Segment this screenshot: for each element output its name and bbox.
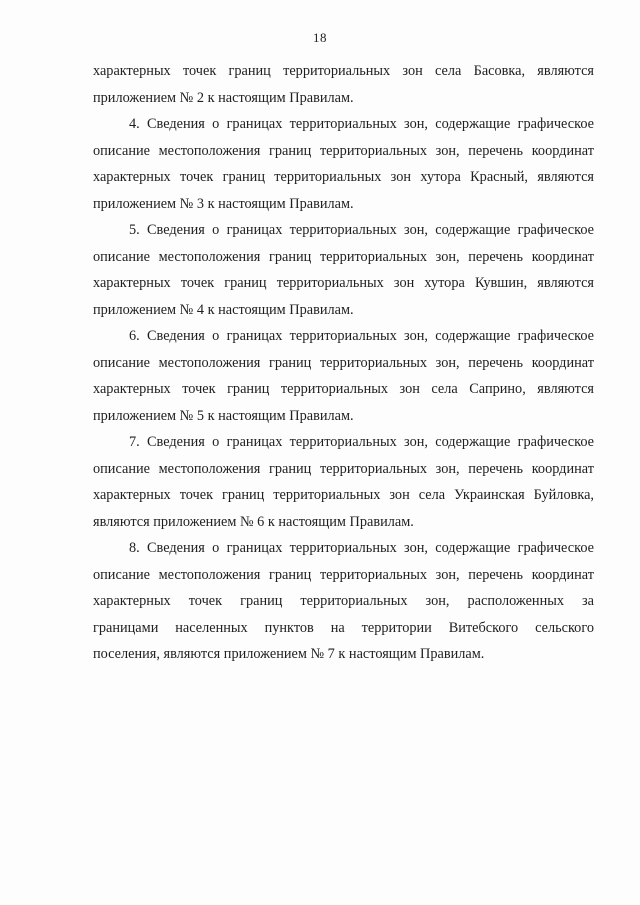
text-line: описание местоположения границ территориальных зон, перечень координат xyxy=(93,354,594,371)
text-line: приложением № 2 к настоящим Правилам. xyxy=(93,89,354,106)
text-line: характерных точек границ территориальных зон села Украинская Буйловка, xyxy=(93,487,594,503)
text-line: 7. Сведения о границах территориальных зон, содержащие графическое xyxy=(129,434,594,450)
text-line: характерных точек границ территориальных зон села Басовка, являются xyxy=(93,63,594,79)
text-line: характерных точек границ территориальных зон, расположенных за xyxy=(93,593,594,609)
text-line: приложением № 4 к настоящим Правилам. xyxy=(93,301,354,318)
text-line: описание местоположения границ территориальных зон, перечень координат xyxy=(93,142,594,159)
text-line: описание местоположения границ территориальных зон, перечень координат xyxy=(93,566,594,583)
text-line: 8. Сведения о границах территориальных зон, содержащие графическое xyxy=(129,540,594,556)
text-line: 6. Сведения о границах территориальных зон, содержащие графическое xyxy=(129,328,594,344)
text-line: приложением № 5 к настоящим Правилам. xyxy=(93,407,354,424)
text-line: характерных точек границ территориальных зон хутора Кувшин, являются xyxy=(93,275,594,291)
text-line: 5. Сведения о границах территориальных зон, содержащие графическое xyxy=(129,222,594,238)
text-line: описание местоположения границ территориальных зон, перечень координат xyxy=(93,460,594,477)
text-line: характерных точек границ территориальных зон хутора Красный, являются xyxy=(93,169,594,185)
paragraph-item-4 xyxy=(93,111,594,217)
paragraph-continuation xyxy=(93,58,594,111)
text-line: границами населенных пунктов на территории Витебского сельского xyxy=(93,619,594,636)
document-body xyxy=(93,58,594,668)
text-line: описание местоположения границ территориальных зон, перечень координат xyxy=(93,248,594,265)
text-line: поселения, являются приложением № 7 к настоящим Правилам. xyxy=(93,646,485,662)
text-line: характерных точек границ территориальных зон села Саприно, являются xyxy=(93,381,594,397)
text-line: 4. Сведения о границах территориальных зон, содержащие графическое xyxy=(129,116,594,132)
text-line: являются приложением № 6 к настоящим Правилам. xyxy=(93,513,414,530)
text-line: приложением № 3 к настоящим Правилам. xyxy=(93,195,354,212)
paragraph-item-8 xyxy=(93,535,594,668)
paragraph-item-7 xyxy=(93,429,594,535)
paragraph-item-6 xyxy=(93,323,594,429)
paragraph-item-5 xyxy=(93,217,594,323)
page-number: 18 xyxy=(313,30,327,45)
